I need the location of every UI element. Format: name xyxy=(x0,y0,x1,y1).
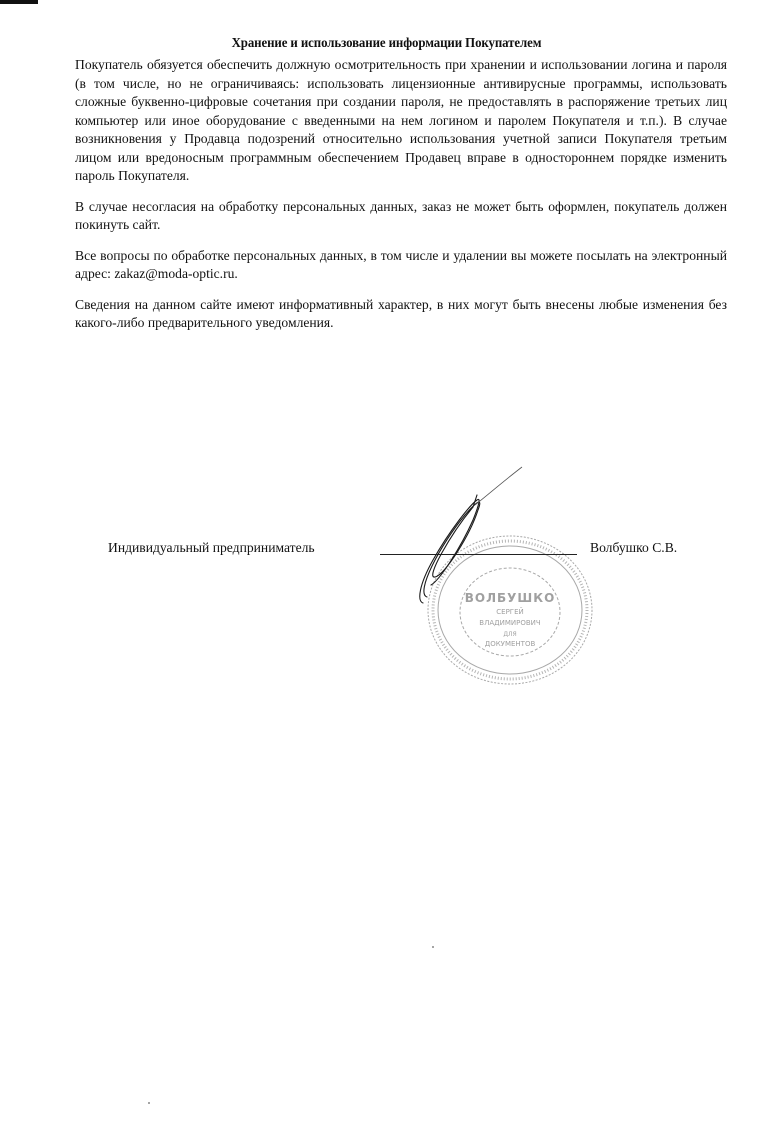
signature-row xyxy=(0,540,773,560)
signer-position: Индивидуальный предприниматель xyxy=(108,540,315,555)
scan-speck xyxy=(432,946,434,948)
signer-name: Волбушко С.В. xyxy=(590,540,678,555)
stamp-line-2: СЕРГЕЙ xyxy=(496,608,524,616)
stamp-line-5: ДОКУМЕНТОВ xyxy=(484,640,536,648)
paragraph-contact: Все вопросы по обработке персональных данных, в том числе и удалении вы можете посылать на электронный адрес: zakaz@moda-optic.ru. xyxy=(75,247,727,281)
stamp-line-1: ВОЛБУШКО xyxy=(464,591,556,605)
scan-speck xyxy=(148,1102,150,1104)
document-title: Хранение и использование информации Покупателем xyxy=(231,35,542,50)
paragraph-consent: В случае несогласия на обработку персональных данных, заказ не может быть оформлен, покупатель должен покинуть сайт. xyxy=(75,198,727,232)
stamp-line-3: ВЛАДИМИРОВИЧ xyxy=(479,619,541,627)
paragraph-password-storage: Покупатель обязуется обеспечить должную осмотрительность при хранении и использовании логина и пароля (в том числе, но не ограничиваясь: использовать лицензионные антивирусные программы, использовать сложные буквенно-цифровые сочетания при создании пароля, не предоставлять в распоряжение третьих лиц компьютер или иное оборудование с введенными на нем логином и паролем Покупателя и т.п.). В случае возникновения у Продавца подозрений относительно использования учетной записи Покупателя третьим лицом или вредоносным программным обеспечением Продавец вправе в одностороннем порядке изменить пароль Покупателя. xyxy=(75,57,727,183)
handwritten-signature xyxy=(395,465,525,605)
document-body xyxy=(75,56,727,345)
scan-corner-mark xyxy=(0,0,38,4)
stamp-line-4: ДЛЯ xyxy=(503,631,517,638)
paragraph-disclaimer: Сведения на данном сайте имеют информативный характер, в них могут быть внесены любые изменения без какого-либо предварительного уведомления. xyxy=(75,296,727,330)
